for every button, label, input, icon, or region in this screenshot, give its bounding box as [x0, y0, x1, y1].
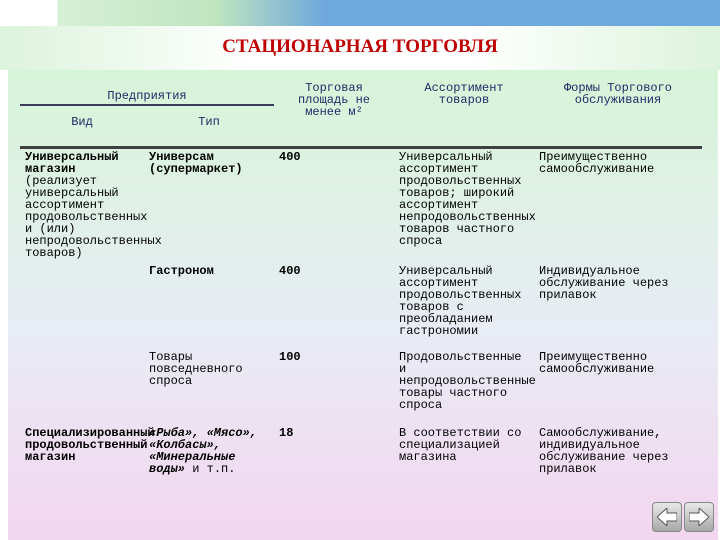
header-service-forms: Формы Торгового обслуживания [563, 81, 673, 107]
header-enterprises: Предприятия [20, 80, 274, 105]
area-cell: 400 [279, 150, 301, 164]
type-cell: Гастроном [149, 264, 214, 278]
type-cell: Товары повседневного спроса [149, 350, 243, 388]
type-suffix: и т.п. [185, 462, 236, 476]
area-cell: 100 [279, 350, 301, 364]
slide-title: СТАЦИОНАРНАЯ ТОРГОВЛЯ [222, 36, 498, 57]
kind-cell-universal [20, 148, 162, 426]
top-decor-strip [0, 0, 720, 26]
area-cell: 18 [279, 426, 294, 440]
table-row [20, 425, 702, 477]
header-assortment: Ассортимент товаров [424, 81, 504, 107]
assortment-cell: Универсальный ассортимент продовольственных товаров с преобладанием гастрономии [399, 264, 522, 338]
assortment-cell: Универсальный ассортимент продовольственных товаров; широкий ассортимент непродовольственных товаров частного спроса [399, 150, 536, 248]
kind-name: Универсальный магазин [25, 150, 119, 176]
header-area: Торговая площадь не менее м² [297, 81, 370, 119]
header-kind: Вид [71, 115, 93, 129]
service-cell: Преимущественно самообслуживание [539, 150, 655, 176]
kind-name: Специализированный продовольственный магазин [25, 426, 155, 464]
area-cell: 400 [279, 264, 301, 278]
assortment-cell: Продовольственные и непродовольственные товары частного спроса [399, 350, 536, 412]
back-arrow-icon [657, 508, 677, 526]
retail-table [20, 80, 702, 477]
header-type: Тип [198, 115, 220, 129]
back-button[interactable] [652, 502, 682, 532]
kind-description: (реализует универсальный ассортимент продовольственных и (или) непродовольственных товаров) [25, 174, 162, 260]
type-cell [144, 425, 274, 477]
header-row-1 [20, 80, 702, 105]
forward-button[interactable] [684, 502, 714, 532]
table-row [20, 148, 702, 264]
service-cell: Самообслуживание, индивидуальное обслуживание через прилавок [539, 426, 669, 476]
assortment-cell: В соответствии со специализацией магазина [399, 426, 522, 464]
service-cell: Индивидуальное обслуживание через прилавок [539, 264, 669, 302]
type-items: «Рыба», «Мясо», «Колбасы», «Минеральные воды» [149, 426, 258, 476]
forward-arrow-icon [689, 508, 709, 526]
type-cell: Универсам (супермаркет) [149, 150, 243, 176]
service-cell: Преимущественно самообслуживание [539, 350, 655, 376]
